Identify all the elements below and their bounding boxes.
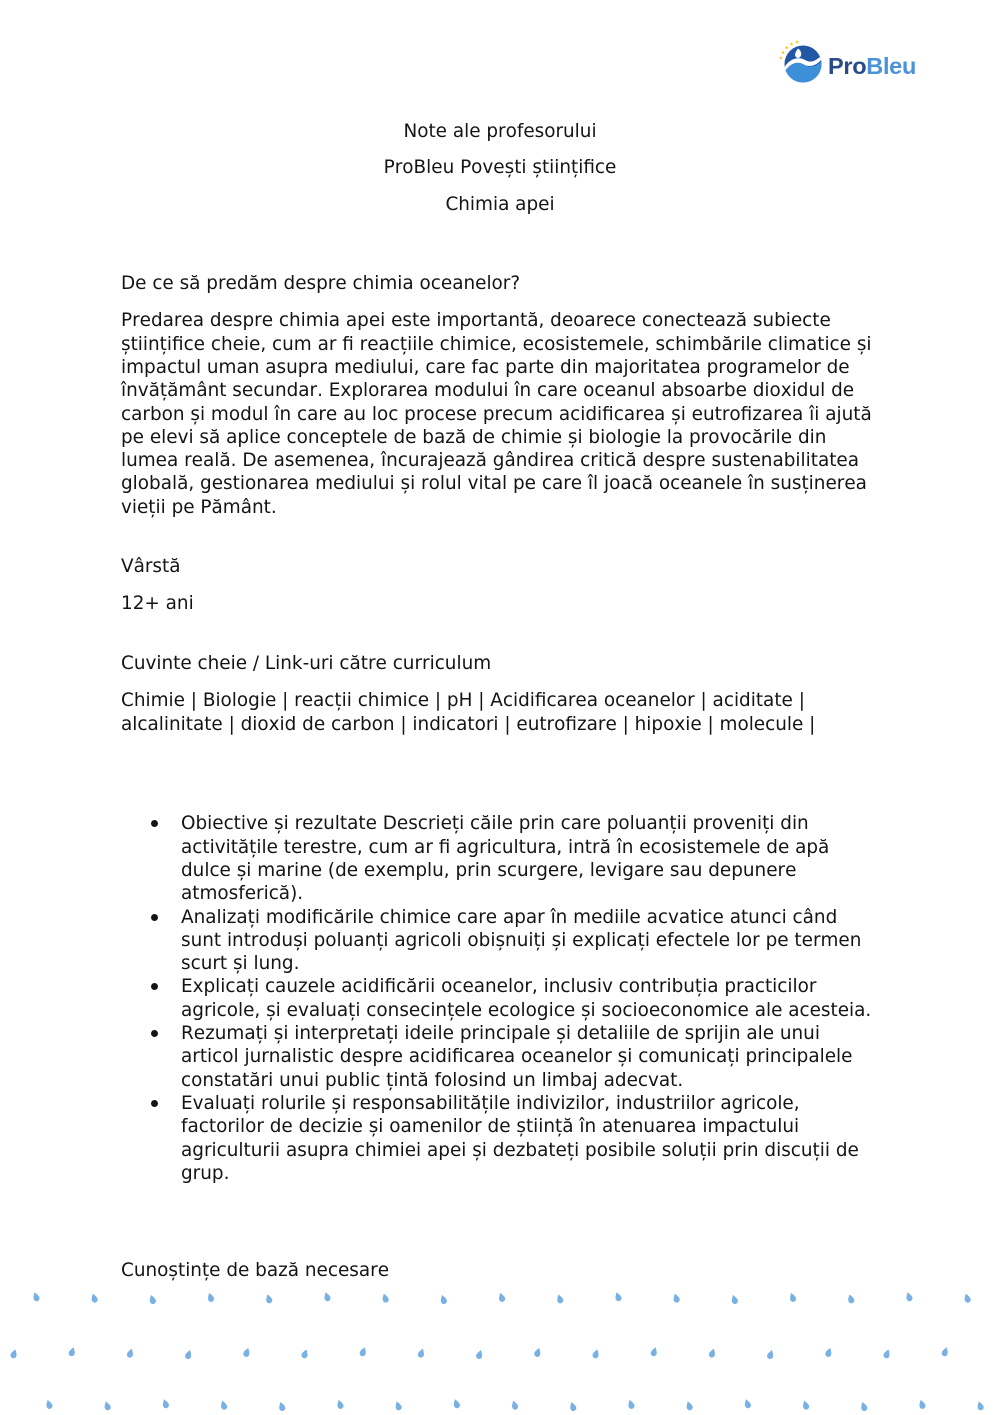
objective-text: Obiective și rezultate Descrieți căile prin care poluanții proveniți din activitățile terestre, cum ar fi agricultura, intră în ecosistemele de apă dulce și marine (de exemplu, prin scurgere, levigare sau depunere atmosferică). (181, 813, 830, 905)
water-drop-icon (941, 1346, 950, 1357)
water-drop-icon (976, 1400, 985, 1411)
bullet-dot-icon (151, 914, 158, 921)
water-drop-icon (323, 1291, 332, 1302)
water-drop-icon (963, 1293, 972, 1304)
water-drop-icon (801, 1400, 810, 1411)
doc-title-series: ProBleu Povești științifice (383, 157, 617, 179)
water-drop-icon (708, 1348, 717, 1359)
section-heading-age: Vârstă (121, 556, 181, 578)
eu-star-icon (795, 40, 799, 44)
eu-star-icon (781, 51, 785, 55)
bullet-dot-icon (151, 1030, 158, 1037)
water-drop-icon (905, 1291, 914, 1302)
water-drop-icon (860, 1401, 869, 1412)
water-drop-icon (847, 1293, 856, 1304)
water-drop-icon (883, 1348, 892, 1359)
water-drop-icon (452, 1398, 461, 1409)
eu-star-icon (779, 56, 783, 60)
water-drop-icon (556, 1293, 565, 1304)
water-drop-icon (650, 1346, 659, 1357)
water-drop-icon (265, 1293, 274, 1304)
logo-wordmark (828, 55, 916, 79)
water-drop-icon (206, 1292, 215, 1303)
water-drop-icon (219, 1400, 228, 1411)
water-drop-icon (359, 1346, 368, 1357)
water-drop-icon (743, 1398, 752, 1409)
bullet-dot-icon (151, 983, 158, 990)
water-drop-icon (45, 1399, 54, 1410)
age-value: 12+ ani (121, 593, 194, 615)
list-item (181, 1022, 878, 1092)
logo-text-bleu: Bleu (866, 53, 917, 79)
objective-text: Explicați cauzele acidificării oceanelor, inclusiv contribuția practicilor agricole, și evaluați consecințele ecologice și socioeconomice ale acesteia. (181, 976, 872, 1021)
water-drop-icon (103, 1400, 112, 1411)
water-drop-icon (68, 1346, 77, 1357)
water-drop-icon (533, 1347, 542, 1358)
logo-text-pro: Pro (828, 53, 867, 79)
water-drop-icon (614, 1291, 623, 1302)
water-drop-icon (161, 1398, 170, 1409)
doc-title-topic: Chimia apei (445, 194, 555, 216)
water-drop-icon (32, 1291, 41, 1302)
section-heading-prerequisites: Cunoștințe de bază necesare (121, 1260, 390, 1282)
water-drop-icon (730, 1294, 739, 1305)
water-drop-icon (627, 1399, 636, 1410)
water-drop-icon (766, 1349, 775, 1360)
why-teach-paragraph: Predarea despre chimia apei este importantă, deoarece conectează subiecte științifice cheie, cum ar fi reacțiile chimice, ecosistemele, schimbările climatice și impactul uman asupra mediului, care fac parte din majoritatea programelor de învățământ secundar. Explorarea modului în care oceanul absoarbe dioxidul de carbon și modul în care au loc procese precum acidificarea și eutrofizarea îi ajută pe elevi să aplice conceptele de bază de chimie și biologie la provocările din lumea reală. De asemenea, încurajează gândirea critică despre sustenabilitatea globală, gestionarea mediului și rolul vital pe care îl joacă oceanele în susținerea vieții pe Pământ. (121, 310, 872, 518)
eu-star-icon (790, 42, 794, 46)
water-drop-icon (336, 1399, 345, 1410)
water-drop-icon (592, 1348, 601, 1359)
water-drop-icon (278, 1401, 287, 1412)
water-drop-icon (90, 1293, 99, 1304)
objectives-list (181, 812, 878, 1185)
water-drop-icon (242, 1347, 251, 1358)
list-item (181, 1092, 878, 1185)
objective-text: Rezumați și interpretați ideile principale și detaliile de sprijin ale unui articol jurnalistic despre acidificarea oceanelor și comunicați principalele constatări unui public țintă folosind un limbaj adecvat. (181, 1023, 853, 1091)
water-drop-icon (301, 1348, 310, 1359)
water-drop-icon (394, 1400, 403, 1411)
water-drop-icon (788, 1292, 797, 1303)
water-drop-icon (475, 1349, 484, 1360)
water-drop-icon (510, 1400, 519, 1411)
list-item (181, 812, 878, 905)
water-drop-icon (672, 1293, 681, 1304)
water-drop-icon (10, 1348, 19, 1359)
water-drop-icon (569, 1401, 578, 1412)
list-item (181, 906, 878, 976)
water-drop-icon (184, 1349, 193, 1360)
section-heading-keywords: Cuvinte cheie / Link-uri către curriculum (121, 653, 492, 675)
section-heading-why-teach: De ce să predăm despre chimia oceanelor? (121, 273, 521, 295)
water-drop-icon (381, 1293, 390, 1304)
objective-text: Evaluați rolurile și responsabilitățile indivizilor, industriilor agricole, factorilor de decizie și oamenilor de știință în atenuarea impactului agriculturii asupra chimiei apei și dezbateți posibile soluții prin discuții de grup. (181, 1092, 859, 1184)
doc-title-teacher-notes: Note ale profesorului (403, 121, 597, 143)
water-drop-icon (417, 1348, 426, 1359)
list-item (181, 975, 878, 1022)
probleu-globe-icon (778, 40, 826, 88)
water-drop-icon (918, 1399, 927, 1410)
bullet-dot-icon (151, 1100, 158, 1107)
eu-star-icon (785, 46, 789, 50)
water-drop-pattern (0, 1280, 1000, 1415)
water-drop-icon (126, 1348, 135, 1359)
keywords-list: Chimie | Biologie | reacții chimice | pH | Acidificarea oceanelor | aciditate | alcalinitate | dioxid de carbon | indicatori | eutrofizare | hipoxie | molecule | (121, 690, 816, 735)
bullet-dot-icon (151, 820, 158, 827)
water-drop-icon (824, 1347, 833, 1358)
water-drop-icon (148, 1294, 157, 1305)
water-drop-icon (685, 1400, 694, 1411)
water-drop-icon (439, 1294, 448, 1305)
objective-text: Analizați modificările chimice care apar în mediile acvatice atunci când sunt introduși poluanți agricoli obișnuiți și explicați efectele lor pe termen scurt și lung. (181, 906, 862, 975)
water-drop-icon (497, 1292, 506, 1303)
